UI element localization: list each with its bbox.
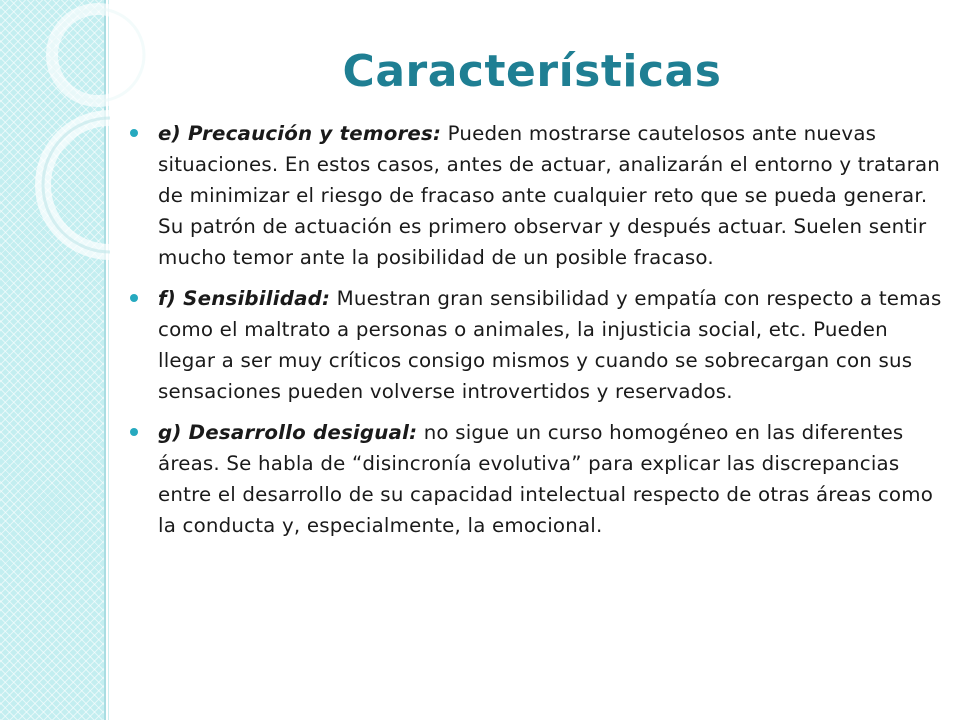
list-item	[130, 118, 950, 273]
item-text: no sigue un curso homogéneo en las diferentes áreas. Se habla de “disincronía evolutiva” para explicar las discrepancias entre el desarrollo de su capacidad intelectual respecto de otras áreas como la conducta y, especialmente, la emocional.	[158, 421, 934, 537]
bullet-icon	[130, 428, 138, 436]
item-lead: e) Precaución y temores:	[158, 122, 442, 145]
item-lead: f) Sensibilidad:	[158, 287, 331, 310]
list-item	[130, 417, 950, 541]
slide-title: Características	[342, 46, 722, 97]
bullet-icon	[130, 129, 138, 137]
item-text: Pueden mostrarse cautelosos ante nuevas situaciones. En estos casos, antes de actuar, analizarán el entorno y trataran de minimizar el riesgo de fracaso ante cualquier reto que se pueda generar. Su patrón de actuación es primero observar y después actuar. Suelen sentir mucho temor ante la posibilidad de un posible fracaso.	[158, 122, 940, 269]
list-item	[130, 283, 950, 407]
item-text: Muestran gran sensibilidad y empatía con respecto a temas como el maltrato a personas o animales, la injusticia social, etc. Pueden llegar a ser muy críticos consigo mismos y cuando se sobrecargan con sus sensaciones pueden volverse introvertidos y reservados.	[158, 287, 942, 403]
bullet-icon	[130, 294, 138, 302]
item-lead: g) Desarrollo desigual:	[158, 421, 418, 444]
bullet-list	[130, 118, 950, 551]
